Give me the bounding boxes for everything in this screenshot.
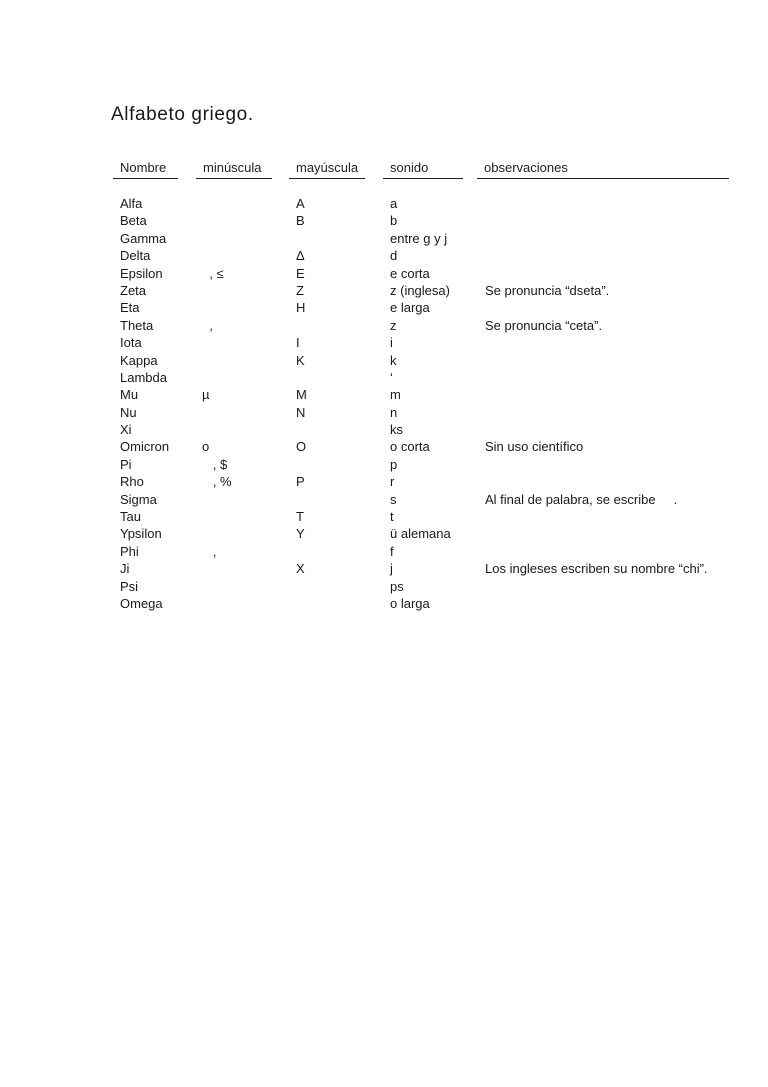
cell-nombre: Pi [120, 456, 132, 472]
cell-sonido: o larga [390, 595, 430, 611]
cell-mayuscula: A [296, 196, 305, 211]
cell-sonido: k [390, 352, 397, 368]
table-row [0, 456, 768, 473]
cell-mayuscula: P [296, 474, 305, 490]
cell-nombre: Kappa [120, 352, 158, 368]
cell-nombre: Mu [120, 387, 139, 403]
cell-observaciones: Al final de palabra, se escribe . [485, 491, 678, 507]
table-row [0, 491, 768, 508]
cell-minuscula: , $ [202, 456, 228, 472]
table-row [0, 595, 768, 612]
cell-observaciones: Los ingleses escriben su nombre “chi”. [485, 561, 708, 577]
cell-nombre: Gamma [120, 230, 167, 246]
cell-mayuscula: Δ [296, 248, 305, 264]
cell-sonido: t [390, 509, 394, 525]
cell-sonido: i [390, 335, 393, 351]
cell-nombre: Ypsilon [120, 526, 162, 542]
cell-nombre: Omicron [120, 439, 170, 455]
cell-mayuscula: X [296, 561, 305, 577]
table-row [0, 578, 768, 595]
cell-sonido: p [390, 456, 398, 472]
table-row [0, 404, 768, 421]
table-row [0, 299, 768, 316]
cell-observaciones: Sin uso científico [485, 439, 584, 455]
cell-nombre: Omega [120, 595, 163, 611]
cell-minuscula: , % [202, 474, 232, 490]
header-observaciones: observaciones [477, 160, 729, 179]
cell-observaciones: Se pronuncia “dseta”. [485, 282, 610, 298]
cell-nombre: Delta [120, 248, 151, 264]
cell-nombre: Sigma [120, 491, 157, 507]
cell-nombre: Lambda [120, 369, 167, 385]
cell-nombre: Epsilon [120, 265, 163, 281]
cell-sonido: entre g y j [390, 230, 448, 246]
header-minuscula: minúscula [196, 160, 272, 179]
cell-sonido: d [390, 248, 398, 264]
cell-mayuscula: N [296, 404, 306, 420]
table-row [0, 473, 768, 490]
table-row [0, 230, 768, 247]
cell-nombre: Alfa [120, 196, 143, 211]
cell-sonido: ps [390, 578, 404, 594]
cell-nombre: Ji [120, 561, 130, 577]
alphabet-table [0, 195, 768, 612]
cell-mayuscula: Y [296, 526, 305, 542]
cell-nombre: Xi [120, 422, 132, 438]
table-row [0, 386, 768, 403]
cell-sonido: o corta [390, 439, 430, 455]
cell-nombre: Psi [120, 578, 139, 594]
table-row [0, 560, 768, 577]
cell-mayuscula: T [296, 509, 304, 525]
cell-nombre: Iota [120, 335, 142, 351]
header-mayuscula: mayúscula [289, 160, 365, 179]
table-row [0, 265, 768, 282]
table-row [0, 212, 768, 229]
cell-sonido: n [390, 404, 398, 420]
cell-sonido: ü alemana [390, 526, 451, 542]
cell-sonido: ks [390, 422, 403, 438]
cell-mayuscula: E [296, 265, 305, 281]
cell-sonido: m [390, 387, 401, 403]
cell-sonido: e larga [390, 300, 430, 316]
cell-sonido: j [390, 561, 393, 577]
cell-mayuscula: B [296, 213, 305, 229]
header-sonido: sonido [383, 160, 463, 179]
cell-sonido: f [390, 543, 394, 559]
table-row [0, 369, 768, 386]
cell-nombre: Nu [120, 404, 137, 420]
cell-minuscula: µ [202, 387, 210, 403]
cell-sonido: a [390, 196, 398, 211]
cell-observaciones: Se pronuncia “ceta”. [485, 317, 603, 333]
cell-nombre: Zeta [120, 282, 147, 298]
cell-nombre: Phi [120, 543, 139, 559]
table-row [0, 543, 768, 560]
cell-mayuscula: Z [296, 282, 304, 298]
cell-nombre: Eta [120, 300, 140, 316]
table-row [0, 508, 768, 525]
cell-nombre: Theta [120, 317, 154, 333]
cell-sonido: ‘ [390, 369, 393, 385]
cell-sonido: z [390, 317, 397, 333]
cell-minuscula: , ≤ [202, 265, 224, 281]
cell-nombre: Beta [120, 213, 147, 229]
table-row [0, 352, 768, 369]
table-row [0, 195, 768, 212]
cell-nombre: Tau [120, 509, 141, 525]
table-row [0, 421, 768, 438]
page-title: Alfabeto griego. [111, 104, 254, 125]
cell-minuscula: o [202, 439, 210, 455]
table-row [0, 525, 768, 542]
cell-sonido: r [390, 474, 395, 490]
cell-mayuscula: H [296, 300, 306, 316]
cell-mayuscula: M [296, 387, 307, 403]
cell-nombre: Rho [120, 474, 144, 490]
cell-mayuscula: O [296, 439, 307, 455]
cell-sonido: s [390, 491, 397, 507]
cell-mayuscula: K [296, 352, 305, 368]
table-row [0, 247, 768, 264]
table-row [0, 282, 768, 299]
table-row [0, 438, 768, 455]
cell-sonido: z (inglesa) [390, 282, 450, 298]
header-nombre: Nombre [113, 160, 178, 179]
cell-sonido: b [390, 213, 398, 229]
table-row [0, 334, 768, 351]
cell-mayuscula: I [296, 335, 300, 351]
cell-minuscula: , [202, 317, 213, 333]
cell-minuscula: , [202, 543, 217, 559]
cell-sonido: e corta [390, 265, 430, 281]
table-row [0, 317, 768, 334]
